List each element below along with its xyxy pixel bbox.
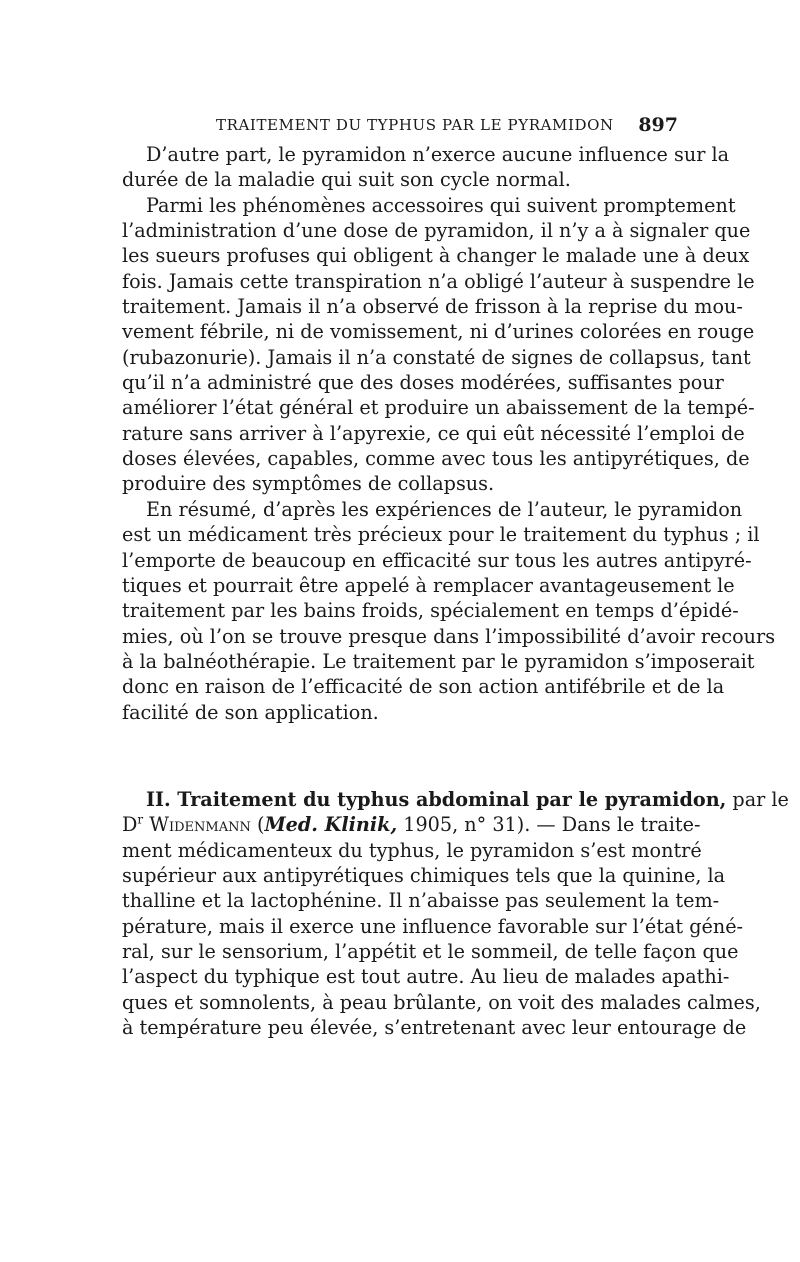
text-line: facilité de son application. xyxy=(122,700,379,724)
text-line: En résumé, d’après les expériences de l’auteur, le pyramidon xyxy=(146,497,743,521)
section-spacer xyxy=(122,725,678,787)
text-line: mies, où l’on se trouve presque dans l’impossibilité d’avoir recours xyxy=(122,624,776,648)
text-line: fois. Jamais cette transpiration n’a obligé l’auteur à suspendre le xyxy=(122,269,755,293)
text-line: est un médicament très précieux pour le traitement du typhus ; il xyxy=(122,523,760,547)
text-line: améliorer l’état général et produire un abaissement de la tempé- xyxy=(122,396,755,420)
text-line: Parmi les phénomènes accessoires qui suivent promptement xyxy=(146,193,736,217)
text-line: pérature, mais il exerce une influence favorable sur l’état géné- xyxy=(122,914,744,938)
author-prefix: D xyxy=(122,813,138,837)
text-line: ques et somnolents, à peau brûlante, on voit des malades calmes, xyxy=(122,990,761,1014)
author-sup: r xyxy=(137,812,144,827)
section-widenmann xyxy=(122,787,789,1040)
text-line: ment médicamenteux du typhus, le pyramidon s’est montré xyxy=(122,838,702,862)
text-line: donc en raison de l’efficacité de son action antifébrile et de la xyxy=(122,675,725,699)
text-line: l’aspect du typhique est tout autre. Au lieu de malades apathi- xyxy=(122,965,730,989)
text-line: tiques et pourrait être appelé à remplacer avantageusement le xyxy=(122,573,735,597)
heading-continuation: par le xyxy=(726,787,789,811)
text-line: traitement par les bains froids, spécialement en temps d’épidé- xyxy=(122,599,739,623)
author-name: Widenmann xyxy=(149,813,251,837)
text-line: traitement. Jamais il n’a observé de frisson à la reprise du mou- xyxy=(122,295,743,319)
text-line: doses élevées, capables, comme avec tous les antipyrétiques, de xyxy=(122,447,750,471)
text-line: vement fébrile, ni de vomissement, ni d’urines colorées en rouge xyxy=(122,320,755,344)
text-line: à la balnéothérapie. Le traitement par le pyramidon s’imposerait xyxy=(122,649,755,673)
text-line: les sueurs profuses qui obligent à changer le malade une à deux xyxy=(122,244,750,268)
text-line: produire des symptômes de collapsus. xyxy=(122,472,495,496)
text-line: qu’il n’a administré que des doses modérées, suffisantes pour xyxy=(122,371,724,395)
text-line: ral, sur le sensorium, l’appétit et le sommeil, de telle façon que xyxy=(122,939,739,963)
text-line: D’autre part, le pyramidon n’exerce aucune influence sur la xyxy=(146,143,730,166)
text-line: thalline et la lactophénine. Il n’abaisse pas seulement la tem- xyxy=(122,889,720,913)
citation-details: 1905, n° 31). — Dans le traite- xyxy=(397,813,701,837)
text-line: l’administration d’une dose de pyramidon, il n’y a à signaler que xyxy=(122,219,751,243)
text-line: supérieur aux antipyrétiques chimiques tels que la quinine, la xyxy=(122,863,726,887)
citation-line xyxy=(122,812,701,837)
running-head xyxy=(122,116,678,138)
section-heading-line xyxy=(122,787,789,812)
paragraph-side-effects xyxy=(122,193,755,497)
journal-name: Med. Klinik, xyxy=(264,813,398,837)
journal-open: ( xyxy=(250,813,265,837)
section-heading: II. Traitement du typhus abdominal par le pyramidon, xyxy=(146,787,727,811)
text-line: durée de la maladie qui suit son cycle normal. xyxy=(122,168,571,192)
page-number: 897 xyxy=(638,114,678,136)
running-title: TRAITEMENT DU TYPHUS PAR LE PYRAMIDON xyxy=(216,116,614,134)
text-line: à température peu élevée, s’entretenant avec leur entourage de xyxy=(122,1016,747,1039)
text-line: (rubazonurie). Jamais il n’a constaté de signes de collapsus, tant xyxy=(122,345,751,369)
text-line: rature sans arriver à l’apyrexie, ce qui eût nécessité l’emploi de xyxy=(122,421,745,445)
text-line: l’emporte de beaucoup en efficacité sur tous les autres antipyré- xyxy=(122,548,752,572)
paragraph-summary xyxy=(122,497,776,725)
paragraph-duration xyxy=(122,142,730,193)
body-text xyxy=(122,142,789,1040)
